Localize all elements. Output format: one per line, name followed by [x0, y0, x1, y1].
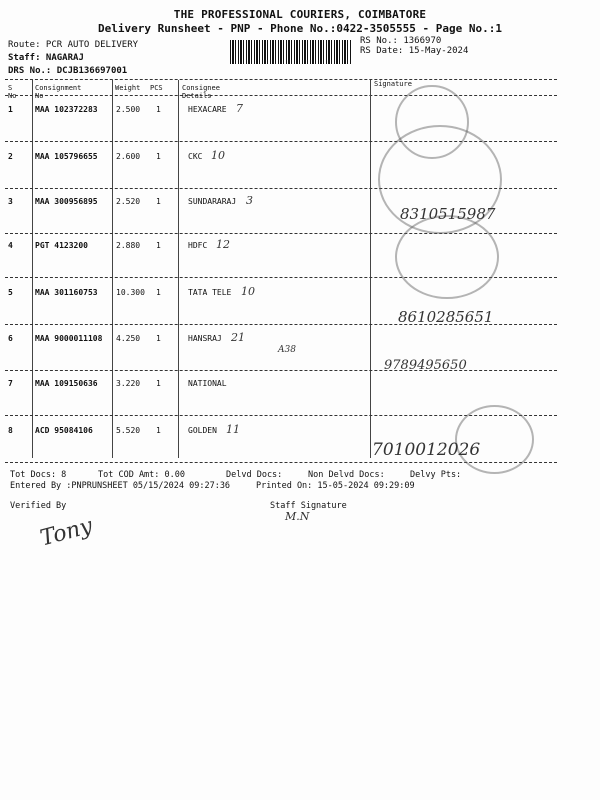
rs-number: RS No.: 1366970	[360, 36, 442, 46]
barcode	[230, 40, 352, 64]
handwritten-note: A38	[278, 345, 296, 355]
handwritten-phone: 8610285651	[398, 308, 494, 326]
cell-pcs: 1	[156, 152, 161, 161]
cell-consignment: MAA 109150636	[35, 379, 98, 388]
cell-sno: 4	[8, 241, 13, 250]
cell-weight: 2.600	[116, 152, 141, 161]
cell-consignment: MAA 102372283	[35, 105, 98, 114]
cell-sno: 7	[8, 379, 13, 388]
handwritten-note: 10	[211, 149, 225, 162]
header-rule-bottom	[5, 95, 557, 96]
column-divider	[370, 80, 371, 458]
cell-pcs: 1	[156, 379, 161, 388]
staff-label: Staff: NAGARAJ	[8, 53, 84, 63]
non-delvd-docs: Non Delvd Docs:	[308, 470, 385, 480]
cell-pcs: 1	[156, 105, 161, 114]
printed-on: Printed On: 15-05-2024 09:29:09	[256, 481, 415, 491]
cell-consignee: GOLDEN	[188, 426, 217, 435]
entered-by: Entered By :PNPRUNSHEET 05/15/2024 09:27:36	[10, 481, 231, 491]
cell-consignment: MAA 300956895	[35, 197, 98, 206]
cell-weight: 4.250	[116, 334, 141, 343]
cell-sno: 8	[8, 426, 13, 435]
col-pcs: PCS	[150, 84, 163, 92]
handwritten-note: 3	[246, 194, 253, 207]
cell-sno: 6	[8, 334, 13, 343]
rs-date: RS Date: 15-May-2024	[360, 46, 469, 56]
handwritten-phone: 9789495650	[384, 358, 467, 373]
runsheet-subtitle: Delivery Runsheet - PNP - Phone No.:0422-3505555 - Page No.:1	[98, 22, 502, 35]
cell-consignee: HDFC	[188, 241, 208, 250]
cell-weight: 2.520	[116, 197, 141, 206]
tot-docs: Tot Docs: 8	[10, 470, 67, 480]
cell-weight: 2.880	[116, 241, 141, 250]
cell-consignee: TATA TELE	[188, 288, 232, 297]
drs-label: DRS No.: DCJB136697001	[8, 66, 128, 76]
col-signature: Signature	[374, 80, 412, 88]
cell-pcs: 1	[156, 288, 161, 297]
cell-pcs: 1	[156, 334, 161, 343]
col-consignee: Consignee Details	[182, 84, 220, 100]
cell-consignee: HANSRAJ	[188, 334, 222, 343]
column-divider	[178, 80, 179, 458]
column-divider	[32, 80, 33, 458]
handwritten-note: 21	[231, 331, 245, 344]
verified-scrawl: Tony	[37, 513, 96, 552]
header-rule-top	[5, 79, 557, 80]
cell-consignment: MAA 9000011108	[35, 334, 103, 343]
cell-consignee: SUNDARARAJ	[188, 197, 237, 206]
cell-consignment: MAA 105796655	[35, 152, 98, 161]
handwritten-note: 12	[216, 238, 230, 251]
cell-consignee: HEXACARE	[188, 105, 227, 114]
verified-by: Verified By	[10, 501, 67, 511]
column-divider	[112, 80, 113, 458]
cell-weight: 2.500	[116, 105, 141, 114]
row-separator	[5, 370, 557, 371]
tot-cod: Tot COD Amt: 0.00	[98, 470, 185, 480]
delivery-stamp	[395, 215, 499, 299]
staff-scrawl: M.N	[285, 510, 310, 523]
handwritten-note: 7	[236, 102, 243, 115]
cell-pcs: 1	[156, 426, 161, 435]
handwritten-note: 10	[241, 285, 255, 298]
col-weight: Weight	[115, 84, 141, 92]
handwritten-note: 11	[226, 423, 240, 436]
delvy-pts: Delvy Pts:	[410, 470, 462, 480]
delvd-docs: Delvd Docs:	[226, 470, 283, 480]
cell-consignment: MAA 301160753	[35, 288, 98, 297]
staff-signature-label: Staff Signature	[270, 501, 347, 511]
cell-consignee: NATIONAL	[188, 379, 227, 388]
cell-sno: 1	[8, 105, 13, 114]
col-consignment: Consignment No	[35, 84, 82, 100]
cell-pcs: 1	[156, 197, 161, 206]
route-label: Route: PCR AUTO DELIVERY	[8, 40, 139, 50]
handwritten-phone: 7010012026	[372, 440, 481, 460]
cell-weight: 3.220	[116, 379, 141, 388]
cell-consignment: PGT 4123200	[35, 241, 88, 250]
cell-sno: 5	[8, 288, 13, 297]
cell-sno: 3	[8, 197, 13, 206]
col-sno: S No	[8, 84, 17, 100]
cell-sno: 2	[8, 152, 13, 161]
cell-consignee: CKC	[188, 152, 203, 161]
cell-consignment: ACD 95084106	[35, 426, 93, 435]
cell-pcs: 1	[156, 241, 161, 250]
cell-weight: 10.300	[116, 288, 145, 297]
handwritten-number: 8310515987	[400, 205, 496, 223]
cell-weight: 5.520	[116, 426, 141, 435]
company-title: THE PROFESSIONAL COURIERS, COIMBATORE	[173, 8, 427, 21]
